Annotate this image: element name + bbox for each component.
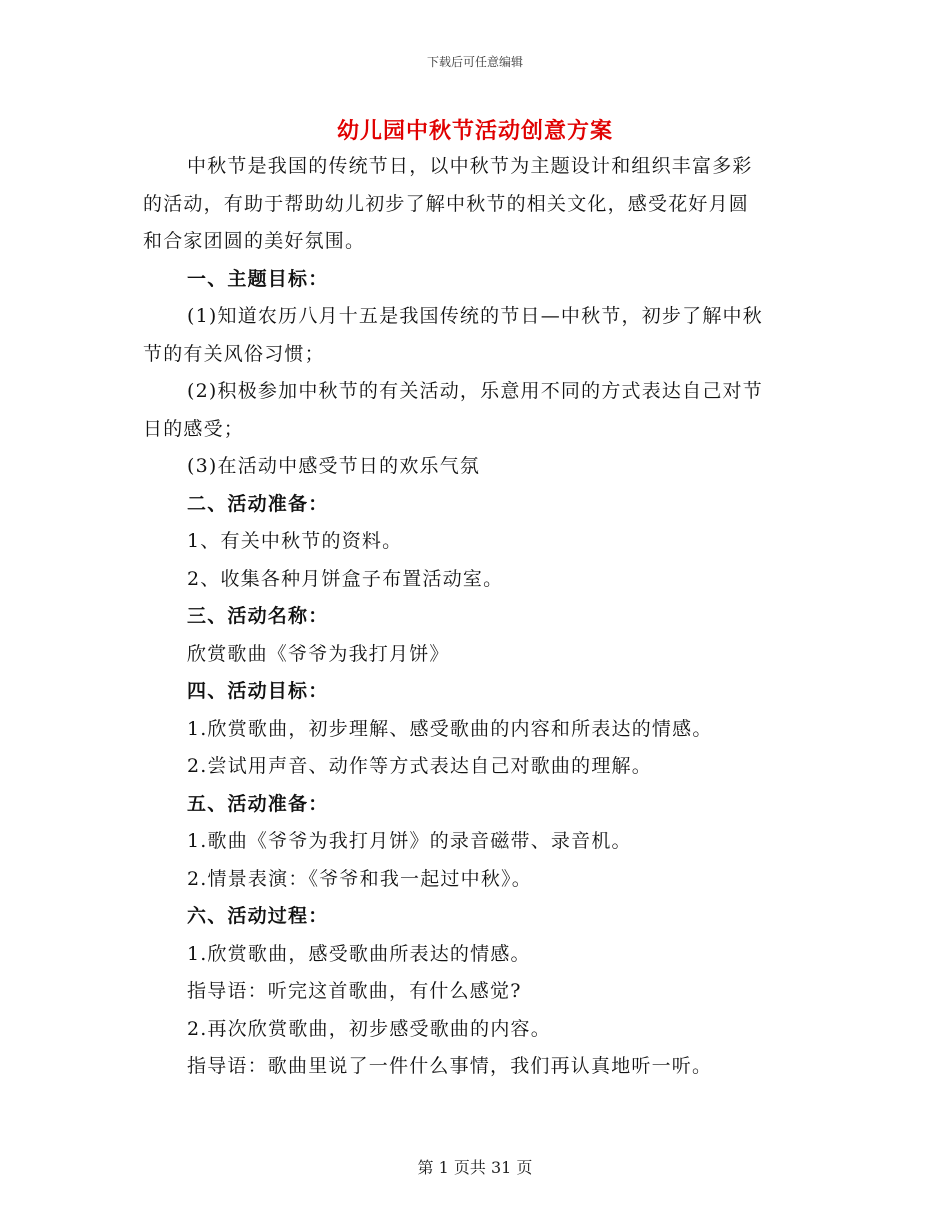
body-line: 中秋节是我国的传统节日，以中秋节为主题设计和组织丰富多彩	[187, 155, 753, 177]
document-title: 幼儿园中秋节活动创意方案	[336, 118, 613, 144]
body-line: 1.欣赏歌曲，感受歌曲所表达的情感。	[187, 942, 531, 965]
body-line: (1)知道农历八月十五是我国传统的节日—中秋节，初步了解中秋	[187, 305, 763, 327]
section-heading: 一、主题目标：	[187, 267, 329, 290]
body-line: 2.再次欣赏歌曲，初步感受歌曲的内容。	[187, 1017, 551, 1040]
body-line: (3)在活动中感受节日的欢乐气氛	[187, 455, 481, 477]
body-line: 1.欣赏歌曲，初步理解、感受歌曲的内容和所表达的情感。	[187, 717, 713, 740]
body-line: 和合家团圆的美好氛围。	[143, 230, 366, 252]
body-line: 的活动，有助于帮助幼儿初步了解中秋节的相关文化，感受花好月圆	[143, 192, 750, 215]
body-line: 1.歌曲《爷爷为我打月饼》的录音磁带、录音机。	[187, 830, 632, 852]
body-line: 指导语：听完这首歌曲，有什么感觉?	[187, 980, 522, 1002]
header-note: 下载后可任意编辑	[426, 55, 523, 69]
body-line: 节的有关风俗习惯；	[143, 342, 325, 365]
section-heading: 二、活动准备：	[187, 492, 329, 515]
body-line: 2.尝试用声音、动作等方式表达自己对歌曲的理解。	[187, 755, 652, 777]
section-heading: 三、活动名称：	[187, 605, 329, 627]
section-heading: 六、活动过程：	[187, 905, 329, 927]
section-heading: 五、活动准备：	[187, 792, 329, 815]
body-line: (2)积极参加中秋节的有关活动，乐意用不同的方式表达自己对节	[187, 380, 763, 402]
section-heading: 四、活动目标：	[187, 680, 329, 702]
body-line: 1、有关中秋节的资料。	[187, 530, 403, 552]
body-line: 2.情景表演：《爷爷和我一起过中秋》。	[187, 867, 532, 890]
page-footer: 第 1 页共 31 页	[417, 1158, 533, 1177]
body-line: 2、收集各种月饼盒子布置活动室。	[187, 567, 504, 590]
body-line: 欣赏歌曲《爷爷为我打月饼》	[187, 642, 450, 665]
document-body	[143, 148, 813, 1086]
body-line: 指导语：歌曲里说了一件什么事情，我们再认真地听一听。	[187, 1055, 713, 1077]
body-line: 日的感受；	[143, 417, 245, 440]
